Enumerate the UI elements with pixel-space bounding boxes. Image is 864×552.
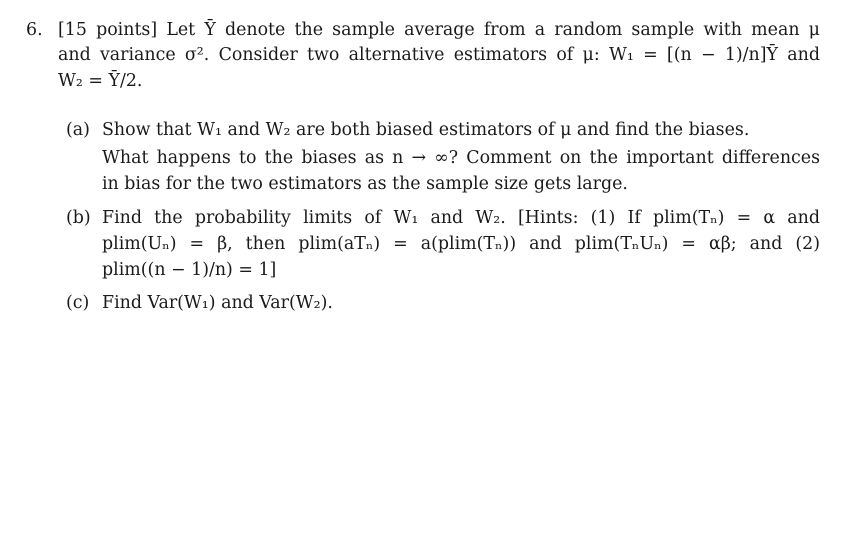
problem-text-line-3: W₂ = Ȳ/2.: [58, 71, 143, 91]
problem-text-line-2: and variance σ². Consider two alternative estimators of μ: W₁ = [(n − 1)/n]Ȳ and: [58, 45, 820, 65]
part-a-line-1: Show that W₁ and W₂ are both biased estimators of μ and find the biases.: [102, 120, 750, 140]
part-b-label: (b): [66, 208, 91, 228]
part-c-label: (c): [66, 293, 90, 313]
part-b-line-3: plim((n − 1)/n) = 1]: [102, 260, 277, 280]
part-b-line-2: plim(Uₙ) = β, then plim(aTₙ) = a(plim(Tₙ)) and plim(TₙUₙ) = αβ; and (2): [102, 234, 820, 254]
problem-text-line-1: [15 points] Let Ȳ denote the sample average from a random sample with mean μ: [58, 20, 820, 40]
part-a-line-2: What happens to the biases as n → ∞? Comment on the important differences: [102, 148, 820, 168]
part-c-line-1: Find Var(W₁) and Var(W₂).: [102, 293, 333, 313]
problem-number: 6.: [26, 20, 43, 40]
part-b-line-1: Find the probability limits of W₁ and W₂. [Hints: (1) If plim(Tₙ) = α and: [102, 208, 820, 228]
part-a-line-3: in bias for the two estimators as the sample size gets large.: [102, 174, 628, 194]
part-a-label: (a): [66, 120, 90, 140]
